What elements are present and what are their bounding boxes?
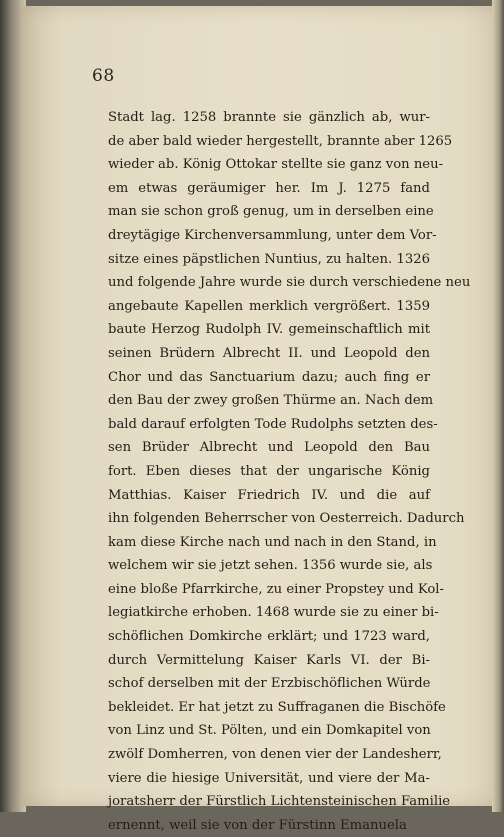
text-line: von Linz und St. Pölten, und ein Domkapitel von bbox=[108, 723, 431, 739]
text-line: Chor und das Sanctuarium dazu; auch fing er bbox=[108, 369, 430, 385]
text-line: zwölf Domherren, von denen vier der Landesherr, bbox=[108, 747, 442, 763]
text-line: eine bloße Pfarrkirche, zu einer Propstey und Kol- bbox=[108, 581, 444, 597]
text-line: sen Brüder Albrecht und Leopold den Bau bbox=[108, 440, 430, 456]
text-line: sitze eines päpstlichen Nuntius, zu halten. 1326 bbox=[108, 251, 430, 267]
text-line: welchem wir sie jetzt sehen. 1356 wurde sie, als bbox=[108, 558, 433, 574]
text-line: durch Vermittelung Kaiser Karls VI. der Bi- bbox=[108, 652, 430, 668]
text-line: bekleidet. Er hat jetzt zu Suffraganen die Bischöfe bbox=[108, 699, 446, 715]
text-line: joratsherr der Fürstlich Lichtensteinischen Familie bbox=[108, 794, 451, 810]
text-line: kam diese Kirche nach und nach in den Stand, in bbox=[108, 534, 437, 550]
text-line: dreytägige Kirchenversammlung, unter dem Vor- bbox=[108, 227, 437, 243]
text-line: ihn folgenden Beherrscher von Oesterreich. Dadurch bbox=[108, 511, 465, 527]
text-line: man sie schon groß genug, um in derselben eine bbox=[108, 204, 434, 220]
text-line: legiatkirche erhoben. 1468 wurde sie zu einer bi- bbox=[108, 605, 439, 621]
text-line: den Bau der zwey großen Thürme an. Nach dem bbox=[108, 393, 434, 409]
text-line: Matthias. Kaiser Friedrich IV. und die auf bbox=[108, 487, 430, 503]
text-line: em etwas geräumiger her. Im J. 1275 fand bbox=[108, 180, 430, 196]
body-text bbox=[108, 106, 471, 837]
text-line: ernennt, weil sie von der Fürstinn Emanuela bbox=[108, 817, 407, 833]
page-number: 68 bbox=[92, 66, 115, 86]
text-line: de aber bald wieder hergestellt, brannte aber 1265 bbox=[108, 133, 453, 149]
text-line: viere die hiesige Universität, und viere der Ma- bbox=[108, 770, 430, 786]
page-edge-shadow bbox=[492, 0, 504, 812]
text-line: Stadt lag. 1258 brannte sie gänzlich ab, wur- bbox=[108, 110, 430, 125]
text-line: fort. Eben dieses that der ungarische König bbox=[108, 463, 430, 479]
text-line: schof derselben mit der Erzbischöflichen Würde bbox=[108, 676, 431, 692]
text-line: wieder ab. König Ottokar stellte sie ganz von neu- bbox=[108, 157, 444, 173]
text-line: baute Herzog Rudolph IV. gemeinschaftlich mit bbox=[108, 322, 430, 338]
text-line: schöflichen Domkirche erklärt; und 1723 ward, bbox=[108, 629, 430, 645]
text-line: bald darauf erfolgten Tode Rudolphs setzten des- bbox=[108, 416, 438, 432]
text-line: angebaute Kapellen merklich vergrößert. 1359 bbox=[108, 298, 430, 314]
text-line: und folgende Jahre wurde sie durch verschiedene neu bbox=[108, 275, 471, 291]
text-line: seinen Brüdern Albrecht II. und Leopold den bbox=[108, 345, 430, 361]
